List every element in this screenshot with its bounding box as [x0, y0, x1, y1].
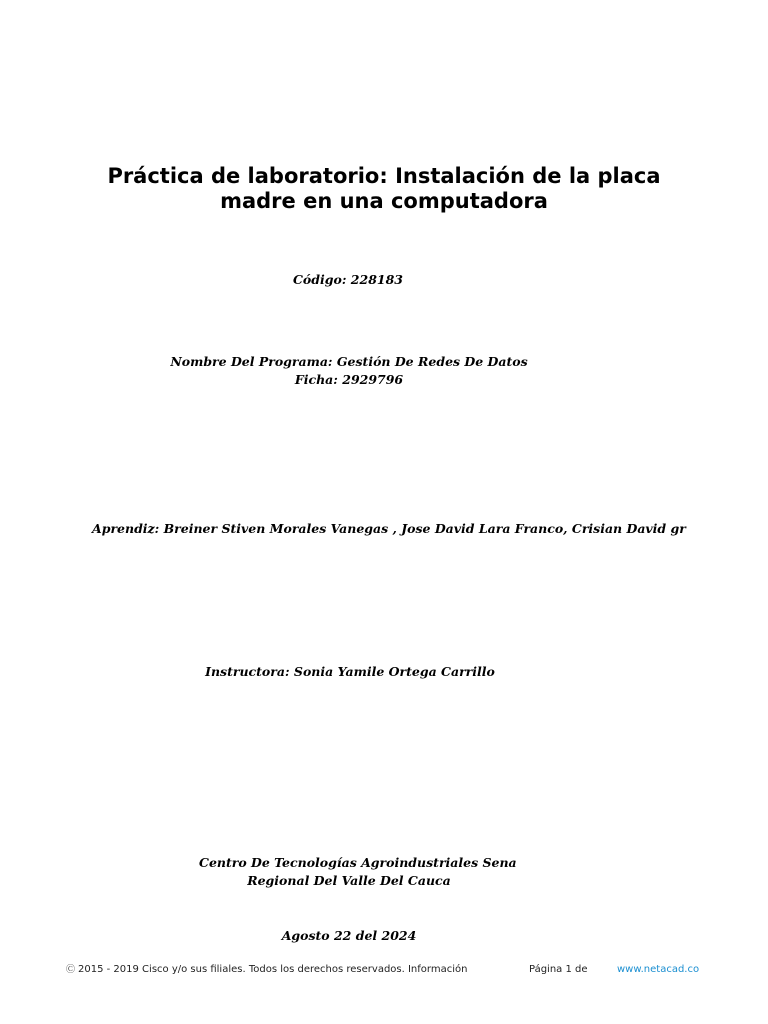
- footer-copyright-text: 2015 - 2019 Cisco y/o sus filiales. Todos los derechos reservados. Información: [78, 964, 468, 975]
- footer-netacad-link[interactable]: www.netacad.co: [617, 964, 700, 975]
- centro-line-1: Centro De Tecnologías Agroindustriales Sena: [199, 855, 517, 870]
- centro-block: [199, 854, 517, 890]
- footer-page-number: Página 1 de: [529, 964, 588, 975]
- codigo-text: Código: 228183: [292, 272, 403, 287]
- aprendiz-text: Aprendiz: Breiner Stiven Morales Vanegas , Jose David Lara Franco, Crisian David gr: [92, 521, 686, 536]
- instructora-text: Instructora: Sonia Yamile Ortega Carrillo: [205, 664, 495, 679]
- programa-text: Nombre Del Programa: Gestión De Redes De Datos Ficha: 2929796: [170, 354, 528, 387]
- copyright-icon: Ⓒ: [66, 965, 76, 975]
- document-title: Práctica de laboratorio: Instalación de la placa madre en una computadora: [107, 164, 661, 213]
- centro-line-2: Regional Del Valle Del Cauca: [247, 873, 451, 888]
- footer-copyright: [66, 962, 496, 982]
- fecha-text: Agosto 22 del 2024: [281, 928, 417, 943]
